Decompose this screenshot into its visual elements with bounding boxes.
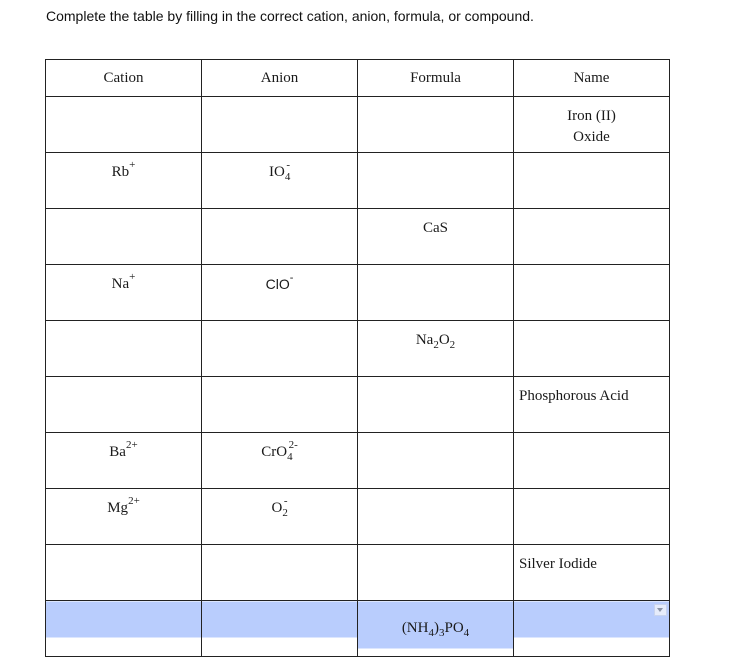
anion-cell[interactable]: [202, 97, 358, 153]
cation-cell[interactable]: [46, 209, 202, 265]
cation-cell[interactable]: [46, 433, 202, 489]
header-anion: Anion: [202, 60, 358, 97]
formula-cell[interactable]: [358, 545, 514, 601]
table-header-row: [46, 60, 670, 97]
name-cell[interactable]: [514, 545, 670, 601]
header-name: Name: [514, 60, 670, 97]
anion-cell[interactable]: [202, 209, 358, 265]
cation-cell[interactable]: [46, 377, 202, 433]
formula-cell[interactable]: [358, 601, 514, 657]
formula-cell[interactable]: [358, 489, 514, 545]
name-text: [514, 106, 669, 148]
formula-cell[interactable]: [358, 433, 514, 489]
cation-cell[interactable]: [46, 321, 202, 377]
formula-cell[interactable]: [358, 153, 514, 209]
anion-cell[interactable]: [202, 377, 358, 433]
anion-cell[interactable]: [202, 601, 358, 657]
formula-cell[interactable]: [358, 265, 514, 321]
cation-text: $Ba^{2+}$: [109, 439, 138, 460]
cation-cell[interactable]: [46, 265, 202, 321]
name-cell[interactable]: [514, 489, 670, 545]
name-line-1: Iron (II): [567, 108, 616, 124]
name-text: Phosphorous Acid: [519, 388, 629, 404]
table-row: [46, 433, 670, 489]
anion-text: $IO_4^-$: [269, 159, 291, 183]
formula-cell[interactable]: [358, 377, 514, 433]
cation-cell[interactable]: [46, 601, 202, 657]
anion-cell[interactable]: [202, 545, 358, 601]
table-row: [46, 545, 670, 601]
table-row: [46, 489, 670, 545]
anion-cell[interactable]: [202, 489, 358, 545]
anion-text: $O_2^-$: [271, 495, 288, 519]
table-row: [46, 97, 670, 153]
name-line-2: Oxide: [573, 129, 610, 145]
table-row: [46, 153, 670, 209]
anion-cell[interactable]: [202, 265, 358, 321]
name-cell[interactable]: [514, 321, 670, 377]
formula-cell[interactable]: [358, 321, 514, 377]
table-row: [46, 209, 670, 265]
cation-cell[interactable]: [46, 489, 202, 545]
formula-text: $(NH_4)_3PO_4$: [401, 620, 470, 639]
cation-cell[interactable]: [46, 97, 202, 153]
formula-text: $Na_2O_2$: [415, 332, 456, 351]
anion-text: ClO-: [265, 272, 294, 292]
chevron-down-icon[interactable]: [654, 604, 667, 616]
name-cell[interactable]: [514, 153, 670, 209]
anion-cell[interactable]: [202, 321, 358, 377]
cation-cell[interactable]: [46, 153, 202, 209]
anion-cell[interactable]: [202, 153, 358, 209]
header-formula: Formula: [358, 60, 514, 97]
name-cell[interactable]: [514, 209, 670, 265]
chemistry-table: [45, 59, 670, 657]
name-text: Silver Iodide: [519, 556, 597, 572]
formula-text: CaS: [422, 220, 448, 236]
table-row: [46, 377, 670, 433]
cation-text: Rb+: [111, 159, 136, 180]
header-cation: Cation: [46, 60, 202, 97]
table-row-selected: [46, 601, 670, 657]
name-cell[interactable]: [514, 265, 670, 321]
instruction-text: Complete the table by filling in the correct cation, anion, formula, or compound.: [46, 8, 534, 24]
anion-text: CrO$_4^{2-}$: [261, 439, 298, 463]
formula-cell[interactable]: [358, 209, 514, 265]
cation-text: Na+: [111, 271, 136, 292]
table-row: [46, 265, 670, 321]
name-cell[interactable]: [514, 433, 670, 489]
cation-text: $Mg^{2+}$: [107, 495, 140, 516]
name-cell[interactable]: [514, 601, 670, 657]
formula-cell[interactable]: [358, 97, 514, 153]
name-cell[interactable]: [514, 97, 670, 153]
anion-cell[interactable]: [202, 433, 358, 489]
table-row: [46, 321, 670, 377]
name-cell[interactable]: [514, 377, 670, 433]
cation-cell[interactable]: [46, 545, 202, 601]
